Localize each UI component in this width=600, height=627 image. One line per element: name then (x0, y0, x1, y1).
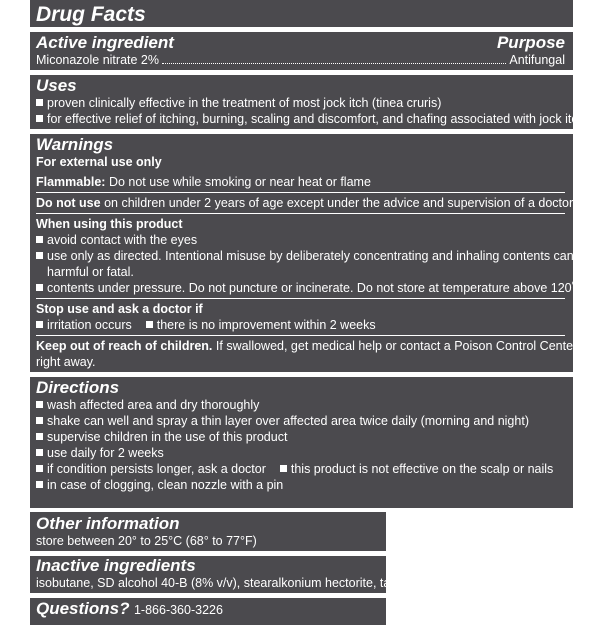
bullet-icon (36, 465, 43, 472)
bullet-icon (36, 417, 43, 424)
list-item: use daily for 2 weeks (36, 445, 565, 461)
uses-section (36, 75, 585, 129)
list-item: wash affected area and dry thoroughly (36, 397, 565, 413)
list-item: shake can well and spray a thin layer over affected area twice daily (morning and night) (36, 413, 565, 429)
uses-heading: Uses (36, 76, 77, 95)
questions-heading: Questions? (36, 599, 130, 618)
list-item: for effective relief of itching, burning, scaling and discomfort, and chafing associated with jock itch (36, 111, 565, 127)
bullet-icon (36, 449, 43, 456)
external-use-note: For external use only (36, 155, 162, 169)
active-ingredient-heading: Active ingredient (36, 33, 174, 52)
when-using-heading: When using this product (36, 217, 183, 231)
bullet-icon (36, 252, 43, 259)
list-item: supervise children in the use of this product (36, 429, 565, 445)
purpose-value: Antifungal (509, 53, 565, 67)
inactive-ingredients-heading: Inactive ingredients (36, 556, 196, 575)
other-info-panel (30, 512, 400, 625)
questions-phone: 1-866-360-3226 (133, 603, 223, 617)
bullet-icon (36, 284, 43, 291)
other-info-heading: Other information (36, 514, 180, 533)
warnings-section (36, 134, 592, 372)
do-not-use-warning: Do not use on children under 2 years of age except under the advice and supervision of a doctor. (36, 196, 576, 210)
bullet-icon (36, 236, 43, 243)
purpose-heading: Purpose (496, 33, 565, 52)
directions-heading: Directions (36, 378, 120, 397)
bullet-icon (36, 401, 43, 408)
list-item: if condition persists longer, ask a doctor this product is not effective on the scalp or nails (36, 461, 565, 477)
drug-facts-panel (30, 0, 592, 508)
list-item-continuation: harmful or fatal. (47, 265, 134, 279)
directions-section (36, 377, 565, 495)
divider (36, 298, 565, 299)
divider (36, 213, 565, 214)
stop-use-heading: Stop use and ask a doctor if (36, 302, 203, 316)
bullet-icon (36, 321, 43, 328)
bullet-icon (36, 115, 43, 122)
bullet-icon (280, 465, 287, 472)
list-item: avoid contact with the eyes (36, 232, 565, 248)
bullet-icon (36, 99, 43, 106)
list-item: use only as directed. Intentional misuse by deliberately concentrating and inhaling contents can be (36, 248, 565, 264)
list-item: contents under pressure. Do not puncture or incinerate. Do not store at temperature above 120˚F. (36, 280, 565, 296)
inactive-ingredients-list: isobutane, SD alcohol 40-B (8% v/v), stearalkonium hectorite, talc (36, 576, 400, 590)
questions-line (36, 598, 378, 619)
bullet-icon (36, 481, 43, 488)
stop-use-items: irritation occurs there is no improvement within 2 weeks (36, 317, 565, 333)
warnings-heading: Warnings (36, 135, 114, 154)
active-ingredient-name: Miconazole nitrate 2% (36, 53, 159, 67)
keep-out-warning-continued: right away. (36, 355, 96, 369)
list-item: in case of clogging, clean nozzle with a pin (36, 477, 565, 493)
bullet-icon (146, 321, 153, 328)
dot-leader (162, 63, 506, 64)
storage-info: store between 20° to 25°C (68° to 77°F) (36, 534, 257, 548)
bullet-icon (36, 433, 43, 440)
divider (36, 335, 565, 336)
list-item: proven clinically effective in the treatment of most jock itch (tinea cruris) (36, 95, 565, 111)
active-ingredient-section (36, 32, 565, 70)
keep-out-warning: Keep out of reach of children. If swallowed, get medical help or contact a Poison Control Center (36, 339, 578, 353)
drug-facts-title: Drug Facts (36, 3, 146, 26)
divider (36, 192, 565, 193)
flammable-warning: Flammable: Do not use while smoking or near heat or flame (36, 175, 371, 189)
